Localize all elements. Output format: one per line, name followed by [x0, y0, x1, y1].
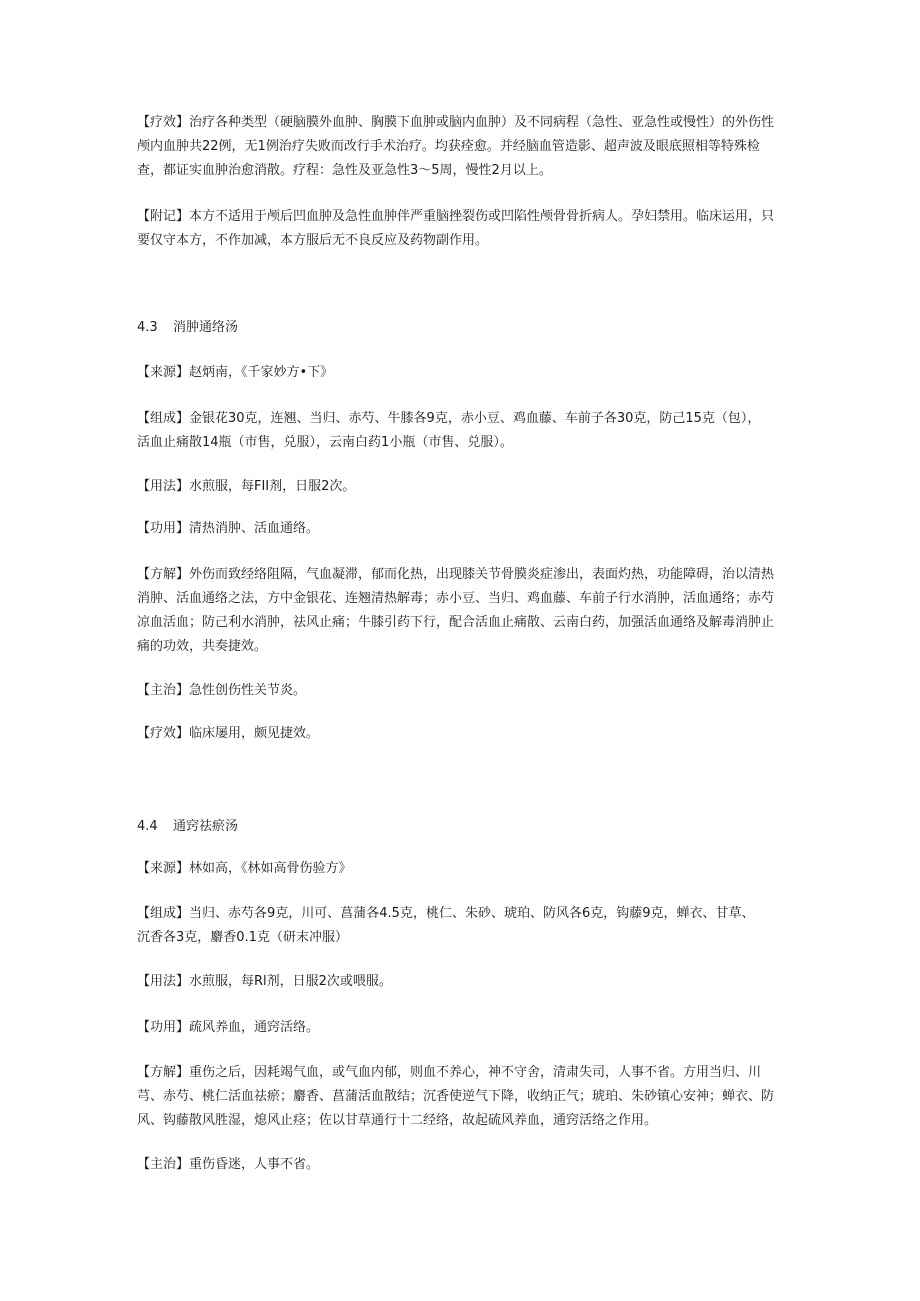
- section-title: 消肿通络汤: [173, 320, 239, 335]
- efficacy-paragraph: [137, 722, 797, 746]
- text-line: 【来源】赵炳南，《千家妙方•下》: [137, 365, 334, 380]
- text-line: 【方解】外伤而致经络阻隔，气血凝滞，郁而化热，出现膝关节骨膜炎症渗出，表面灼热，功能障碍，治以清热: [137, 567, 775, 582]
- text-line: 【疗效】治疗各种类型（硬脑膜外血肿、胸膜下血肿或脑内血肿）及不同病程（急性、亚急性或慢性）的外伤性: [137, 115, 775, 130]
- text-line: 【附记】本方不适用于颅后凹血肿及急性血肿伴严重脑挫裂伤或凹陷性颅骨骨折病人。孕妇禁用。临床运用，只: [137, 209, 775, 224]
- text-line: 【组成】金银花30克，连翘、当归、赤芍、牛膝各9克，赤小豆、鸡血藤、车前子各30克，防己15克（包），: [137, 411, 761, 426]
- text-line: 凉血活血；防己利水消肿，祛风止痛；牛膝引药下行，配合活血止痛散、云南白药，加强活血通络及解毒消肿止: [137, 615, 775, 630]
- note-paragraph-prev: [137, 205, 797, 253]
- indication-paragraph: [137, 1153, 797, 1177]
- source-paragraph: [137, 857, 797, 881]
- composition-paragraph: [137, 902, 797, 950]
- text-line: 芎、赤芍、桃仁活血祛瘀；麝香、菖蒲活血散结；沉香使逆气下降，收纳正气；琥珀、朱砂镇心安神；蝉衣、防: [137, 1089, 775, 1104]
- text-line: 活血止痛散14瓶（市售，兑服），云南白药1小瓶（市售、兑服）。: [137, 435, 513, 450]
- function-paragraph: [137, 517, 797, 541]
- text-line: 【用法】水煎服，每Rl剂，日服2次或喂服。: [137, 974, 392, 989]
- section-number: 4.4: [137, 819, 158, 834]
- text-line: 【功用】疏风养血，通窍活络。: [137, 1020, 320, 1035]
- section-number: 4.3: [137, 320, 158, 335]
- text-line: 【主治】急性创伤性关节炎。: [137, 683, 307, 698]
- text-line: 【用法】水煎服，每FII剂，日服2次。: [137, 479, 356, 494]
- usage-paragraph: [137, 475, 797, 499]
- text-line: 痛的功效，共奏捷效。: [137, 639, 268, 654]
- section-heading-4-3: [137, 316, 238, 340]
- text-line: 颅内血肿共22例，无1例治疗失败而改行手术治疗。均获痊愈。并经脑血管造影、超声波及眼底照相等特殊检: [137, 139, 760, 154]
- text-line: 【疗效】临床屡用，颇见捷效。: [137, 726, 320, 741]
- function-paragraph: [137, 1016, 797, 1040]
- text-line: 【主治】重伤昏迷，人事不省。: [137, 1157, 320, 1172]
- text-line: 要仅守本方，不作加减，本方服后无不良反应及药物副作用。: [137, 233, 489, 248]
- text-line: 查，都证实血肿治愈消散。疗程：急性及亚急性3〜5周，慢性2月以上。: [137, 163, 552, 178]
- section-title: 通窍祛瘀汤: [173, 819, 239, 834]
- source-paragraph: [137, 361, 797, 385]
- composition-paragraph: [137, 407, 797, 455]
- text-line: 沉香各3克，麝香0.1克（研末冲服）: [137, 930, 348, 945]
- explanation-paragraph: [137, 1061, 797, 1133]
- text-line: 【方解】重伤之后，因耗竭气血，或气血内郁，则血不养心，神不守舍，清肃失司，人事不省。方用当归、川: [137, 1065, 762, 1080]
- explanation-paragraph: [137, 563, 797, 659]
- text-line: 风、钩藤散风胜湿，熄风止痉；佐以甘草通行十二经络，故起硫风养血，通窍活络之作用。: [137, 1113, 658, 1128]
- text-line: 【来源】林如高，《林如高骨伤验方》: [137, 861, 352, 876]
- usage-paragraph: [137, 970, 797, 994]
- section-heading-4-4: [137, 815, 238, 839]
- text-line: 消肿、活血通络之法，方中金银花、连翘清热解毒；赤小豆、当归、鸡血藤、车前子行水消肿，活血通络；赤芍: [137, 591, 775, 606]
- text-line: 【组成】当归、赤芍各9克，川可、菖蒲各4.5克，桃仁、朱砂、琥珀、防风各6克，钩藤9克，蝉衣、甘草、: [137, 906, 755, 921]
- efficacy-paragraph-prev: [137, 111, 797, 183]
- indication-paragraph: [137, 679, 797, 703]
- text-line: 【功用】清热消肿、活血通络。: [137, 521, 320, 536]
